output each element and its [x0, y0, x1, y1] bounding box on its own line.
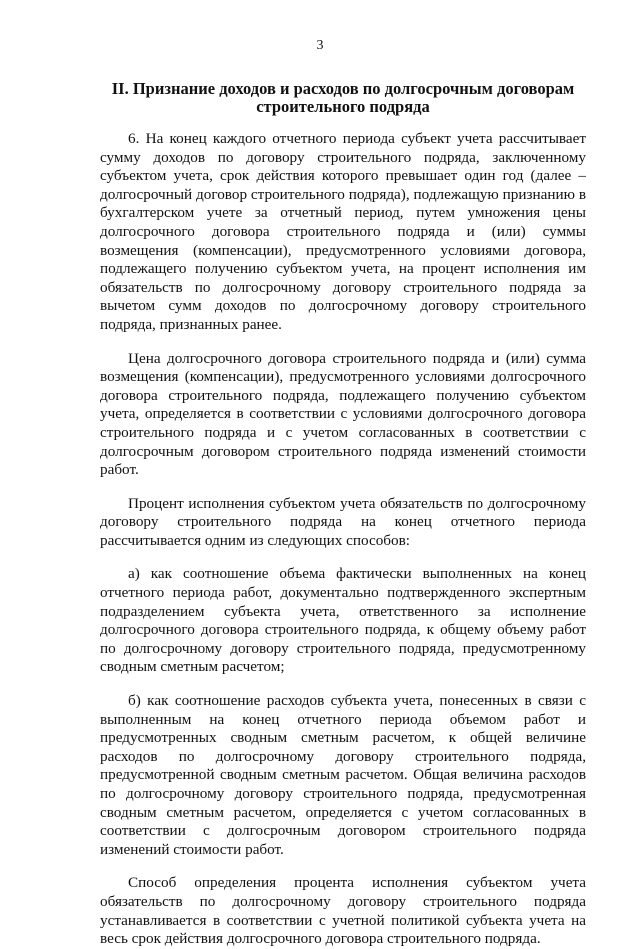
paragraph-method-a: а) как соотношение объема фактически выполненных на конец отчетного периода работ, документально подтвержденного экспертным подразделением субъекта учета, ответственного за исполнение долгосрочного договора строительного подряда, к общему объему работ по долгосрочному договору строительного подряда, предусмотренному сводным сметным расчетом; — [100, 565, 586, 676]
paragraph-method-b: б) как соотношение расходов субъекта учета, понесенных в связи с выполненным на конец отчетного периода объемом работ и предусмотренных сводным сметным расчетом, к общей величине расходов по долгосрочному договору строительного подряда, предусмотренной сводным сметным расчетом. Общая величина расходов по долгосрочному договору строительного подряда, предусмотренная сводным сметным расчетом, определяется с учетом согласованных в соответствии с долгосрочным договором строительного подряда изменений стоимости работ. — [100, 692, 586, 858]
section-title: II. Признание доходов и расходов по долгосрочным договорам строительного подряда — [111, 79, 575, 116]
paragraph-completion-percent: Процент исполнения субъектом учета обязательств по долгосрочному договору строительного подряда на конец отчетного периода рассчитывается одним из следующих способов: — [100, 494, 586, 549]
page-number: 3 — [316, 38, 324, 53]
paragraph-6-intro: 6. На конец каждого отчетного периода субъект учета рассчитывает сумму доходов по договору строительного подряда, заключенному субъектом учета, срок действия которого превышает один год (далее – долгосрочный договор строительного подряда), подлежащую признанию в бухгалтерском учете за отчетный период, путем умножения цены долгосрочного договора строительного подряда и (или) суммы возмещения (компенсации), предусмотренного условиями договора, подлежащего получению субъектом учета, на процент исполнения им обязательств по долгосрочному договору строительного подряда за вычетом сумм доходов по долгосрочному договору строительного подряда, признанных ранее. — [100, 130, 586, 333]
paragraph-contract-price: Цена долгосрочного договора строительного подряда и (или) сумма возмещения (компенсации), предусмотренного условиями долгосрочного договора строительного подряда, подлежащего получению субъектом учета, определяется в соответствии с условиями долгосрочного договора строительного подряда и с учетом согласованных в соответствии с долгосрочным договором строительного подряда изменений стоимости работ. — [100, 349, 586, 479]
paragraph-method-choice: Способ определения процента исполнения субъектом учета обязательств по долгосрочному договору строительного подряда устанавливается в соответствии с учетной политикой субъекта учета на весь срок действия долгосрочного договора строительного подряда. — [100, 874, 586, 948]
body-text — [100, 130, 586, 949]
